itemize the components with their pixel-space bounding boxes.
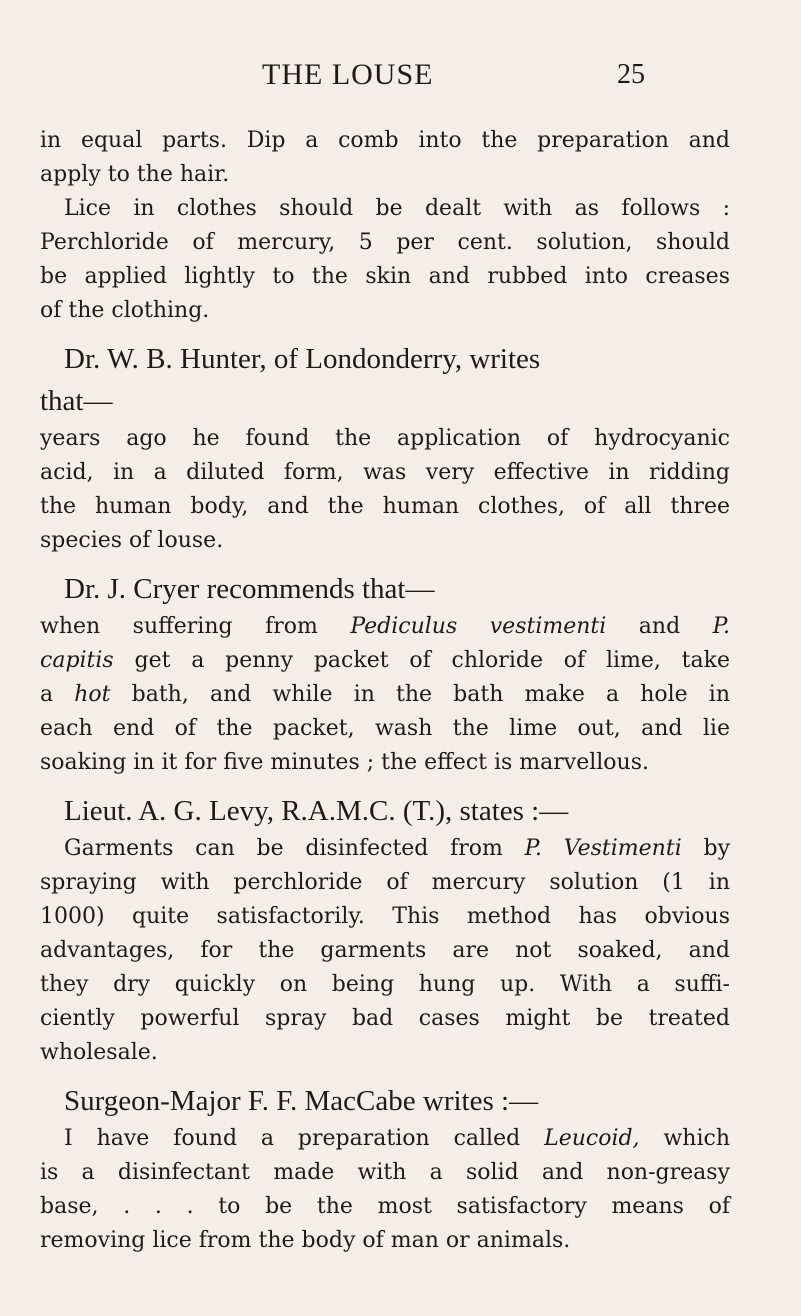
text-run: Garments can be disinfected from — [64, 836, 525, 861]
italic-term: P. Vestimenti — [524, 836, 682, 861]
text-line: ciently powerful spray bad cases might be treated — [40, 1006, 730, 1031]
text-run: by — [681, 836, 730, 861]
text-line: Perchloride of mercury, 5 per cent. solution, should — [40, 230, 730, 255]
text-line: spraying with perchloride of mercury solution (1 in — [40, 870, 730, 895]
text-line: they dry quickly on being hung up. With a suffi- — [40, 972, 730, 997]
text-line: years ago he found the application of hydrocyanic — [40, 426, 730, 451]
text-line — [40, 644, 730, 678]
text-line: apply to the hair. — [40, 162, 230, 187]
text-line: soaking in it for five minutes ; the effect is marvellous. — [40, 750, 650, 775]
italic-term: Leucoid, — [544, 1126, 640, 1151]
text-run: and — [606, 614, 713, 639]
text-line: the human body, and the human clothes, of all three — [40, 494, 730, 519]
section-cryer — [40, 568, 730, 780]
text-line: advantages, for the garments are not soaked, and — [40, 938, 730, 963]
paragraph-hair-treatment — [40, 124, 730, 192]
text-line: wholesale. — [40, 1040, 158, 1065]
section-heading: Surgeon-Major F. F. MacCabe writes :— — [64, 1085, 539, 1117]
text-line: base, . . . to be the most satisfactory means of — [40, 1194, 730, 1219]
text-line: in equal parts. Dip a comb into the preparation and — [40, 128, 730, 153]
text-line: 1000) quite satisfactorily. This method has obvious — [40, 904, 730, 929]
text-line: is a disinfectant made with a solid and non-greasy — [40, 1160, 730, 1185]
text-run: when suffering from — [40, 614, 351, 639]
text-run: a — [40, 682, 75, 707]
section-hunter — [40, 338, 730, 558]
text-line: Lice in clothes should be dealt with as follows : — [64, 196, 730, 221]
text-line: of the clothing. — [40, 298, 210, 323]
text-line — [40, 1122, 730, 1156]
text-line: species of louse. — [40, 528, 224, 553]
page-number: 25 — [617, 59, 645, 90]
paragraph-lice-in-clothes — [40, 192, 730, 328]
text-run: get a penny packet of chloride of lime, take — [113, 648, 730, 673]
text-line — [40, 678, 730, 712]
text-line: removing lice from the body of man or animals. — [40, 1228, 571, 1253]
text-line: each end of the packet, wash the lime out, and lie — [40, 716, 730, 741]
italic-term: Pediculus vestimenti — [350, 614, 607, 639]
text-line: acid, in a diluted form, was very effective in ridding — [40, 460, 730, 485]
text-line — [40, 610, 730, 644]
section-levy — [40, 790, 730, 1070]
section-maccabe — [40, 1080, 730, 1258]
text-run: which — [639, 1126, 730, 1151]
page-body — [40, 124, 730, 1258]
running-title: THE LOUSE — [262, 58, 434, 91]
section-heading: Lieut. A. G. Levy, R.A.M.C. (T.), states :— — [64, 795, 569, 827]
text-run: I have found a preparation called — [64, 1126, 545, 1151]
text-run: bath, and while in the bath make a hole in — [110, 682, 731, 707]
text-line — [40, 832, 730, 866]
section-heading: Dr. J. Cryer recommends that— — [64, 573, 435, 605]
italic-term: P. — [712, 614, 730, 639]
text-line: be applied lightly to the skin and rubbed into creases — [40, 264, 730, 289]
italic-term: capitis — [40, 648, 114, 673]
section-heading-continuation: that— — [40, 385, 113, 417]
section-heading: Dr. W. B. Hunter, of Londonderry, writes — [64, 343, 541, 375]
italic-term: hot — [74, 682, 111, 707]
page-header — [0, 58, 801, 98]
